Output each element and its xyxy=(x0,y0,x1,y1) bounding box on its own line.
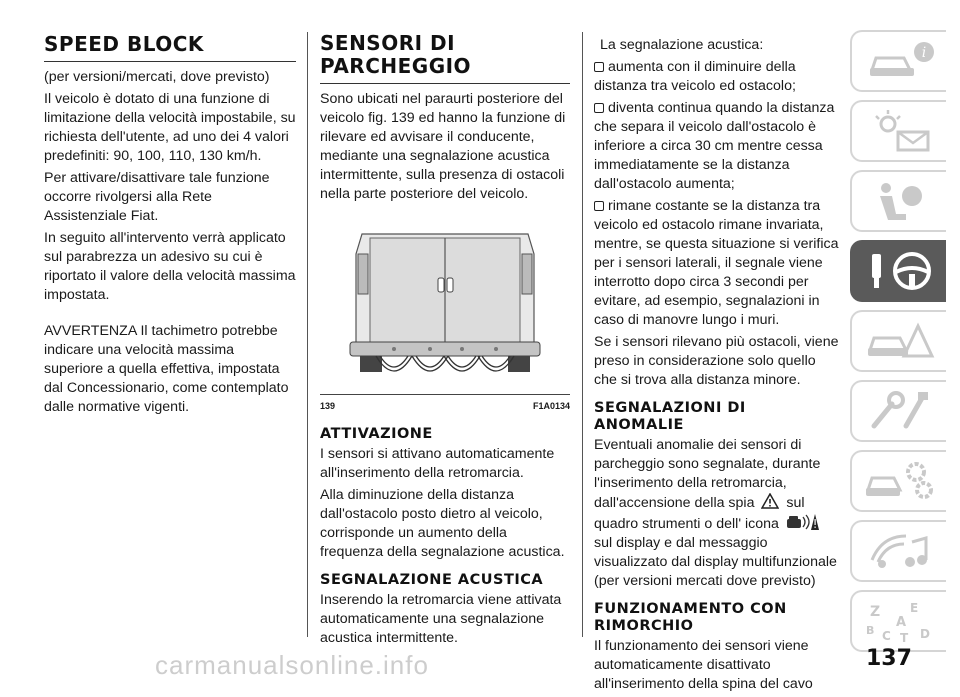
svg-text:E: E xyxy=(910,601,919,615)
tab-dashboard-info[interactable] xyxy=(850,30,946,92)
chapter-tabs xyxy=(850,30,946,660)
column-divider xyxy=(307,32,308,637)
column-speed-block xyxy=(44,32,296,420)
section-title-parking-sensors: SENSORI DI PARCHEGGIO xyxy=(320,32,570,84)
tab-lights-messages[interactable] xyxy=(850,100,946,162)
van-rear-illustration xyxy=(320,214,570,394)
figure-caption xyxy=(320,394,570,416)
tab-emergency[interactable] xyxy=(850,310,946,372)
page-number: 137 xyxy=(866,646,912,671)
parking-sensor-fault-icon xyxy=(785,513,819,531)
music-connectivity-icon xyxy=(866,530,936,572)
warning-triangle-icon xyxy=(761,493,779,509)
paragraph: (per versioni/mercati, dove previsto) xyxy=(44,69,270,85)
bullet-icon xyxy=(594,201,604,211)
tab-technical-data[interactable] xyxy=(850,450,946,512)
tab-multimedia[interactable] xyxy=(850,520,946,582)
text: sul quadro strumenti o dell' icona xyxy=(594,495,805,532)
svg-text:i: i xyxy=(921,45,927,61)
airbag-seat-icon xyxy=(866,180,936,222)
svg-text:C: C xyxy=(882,629,891,642)
svg-text:B: B xyxy=(866,624,875,637)
bullet-icon xyxy=(594,62,604,72)
column-parking-sensors xyxy=(320,32,570,651)
warning-lights-icon xyxy=(866,110,936,152)
bullet-text: aumenta con il diminuire della distanza tra veicolo ed ostacolo; xyxy=(594,59,796,94)
figure-number: 139 xyxy=(320,401,336,411)
warning-paragraph: AVVERTENZA Il tachimetro potrebbe indicare una velocità massima superiore a quella effettiva, impostata dal Concessionario, come contemplato dalle normative vigenti. xyxy=(44,323,289,415)
bullet-text: rimane costante se la distanza tra veicolo ed ostacolo rimane invariata, mentre, se questa situazione si verifica per i sensori laterali, il segnale viene interrotto dopo circa 3 secondi per evitare, ad esempio, segnalazioni in caso di manovre lungo i muri. xyxy=(594,198,839,328)
paragraph-anomalie xyxy=(594,436,840,591)
paragraph: La segnalazione acustica: xyxy=(600,37,764,53)
paragraph: Il veicolo è dotato di una funzione di limitazione della velocità impostabile, su richiesta dell'utente, ad uno dei 4 valori predefiniti: 90, 100, 110, 130 km/h. xyxy=(44,91,296,164)
paragraph: Per attivare/disattivare tale funzione occorre rivolgersi alla Rete Assistenziale Fiat. xyxy=(44,170,270,224)
svg-text:D: D xyxy=(920,627,930,641)
paragraph: Il funzionamento dei sensori viene automaticamente disattivato all'inserimento della spina del cavo xyxy=(594,638,813,692)
car-info-icon xyxy=(866,40,936,82)
paragraph: Inserendo la retromarcia viene attivata automaticamente una segnalazione acustica intermittente. xyxy=(320,592,562,646)
section-title-speed-block: SPEED BLOCK xyxy=(44,32,296,62)
alphabet-index-icon xyxy=(866,600,936,642)
tab-starting-driving[interactable] xyxy=(850,240,946,302)
bullet-item xyxy=(594,58,840,96)
svg-text:T: T xyxy=(900,631,909,642)
bullet-item xyxy=(594,197,840,330)
column-continued xyxy=(594,36,840,697)
paragraph: I sensori si attivano automaticamente all'inserimento della retromarcia. xyxy=(320,446,555,481)
wrench-tools-icon xyxy=(866,390,936,432)
heading-attivazione: ATTIVAZIONE xyxy=(320,426,433,442)
paragraph: Sono ubicati nel paraurti posteriore del veicolo fig. 139 ed hanno la funzione di rilevare ed avvisare il conducente, mediante una segnalazione acustica intermittente, sulla presenza di ostacoli nella parte posteriore del veicolo. xyxy=(320,91,566,202)
steering-wheel-key-icon xyxy=(866,250,936,292)
tab-index[interactable] xyxy=(850,590,946,652)
paragraph: Alla diminuzione della distanza dall'ostacolo posto dietro al veicolo, corrisponde un aumento della frequenza della segnalazione acustica. xyxy=(320,487,565,560)
column-divider xyxy=(582,32,583,637)
car-gears-icon xyxy=(866,460,936,502)
tab-maintenance[interactable] xyxy=(850,380,946,442)
bullet-item xyxy=(594,99,840,194)
text: sul display e dal messaggio visualizzato dal display multifunzionale (per versioni mercati dove previsto) xyxy=(594,535,837,589)
paragraph: Se i sensori rilevano più ostacoli, viene preso in considerazione solo quello che si trova alla distanza minore. xyxy=(594,334,839,388)
svg-text:A: A xyxy=(896,615,907,630)
heading-anomalie: SEGNALAZIONI DI ANOMALIE xyxy=(594,400,746,433)
bullet-icon xyxy=(594,103,604,113)
figure-code: F1A0134 xyxy=(532,401,570,411)
tab-safety[interactable] xyxy=(850,170,946,232)
bullet-text: diventa continua quando la distanza che separa il veicolo dall'ostacolo è inferiore a circa 30 cm mentre cessa immediatamente se la distanza dall'ostacolo aumenta; xyxy=(594,100,835,192)
svg-text:Z: Z xyxy=(870,604,881,620)
watermark: carmanualsonline.info xyxy=(155,650,429,680)
paragraph: In seguito all'intervento verrà applicato sul parabrezza un adesivo su cui è riportato il valore della velocità massima impostata. xyxy=(44,230,296,303)
spacer xyxy=(44,308,296,322)
text: Eventuali anomalie dei sensori di parcheggio sono segnalate, durante l'inserimento della retromarcia, dall'accensione della spia xyxy=(594,437,821,511)
heading-rimorchio: FUNZIONAMENTO CON RIMORCHIO xyxy=(594,601,787,634)
heading-segnalazione-acustica: SEGNALAZIONE ACUSTICA xyxy=(320,572,544,588)
car-breakdown-icon xyxy=(866,320,936,362)
